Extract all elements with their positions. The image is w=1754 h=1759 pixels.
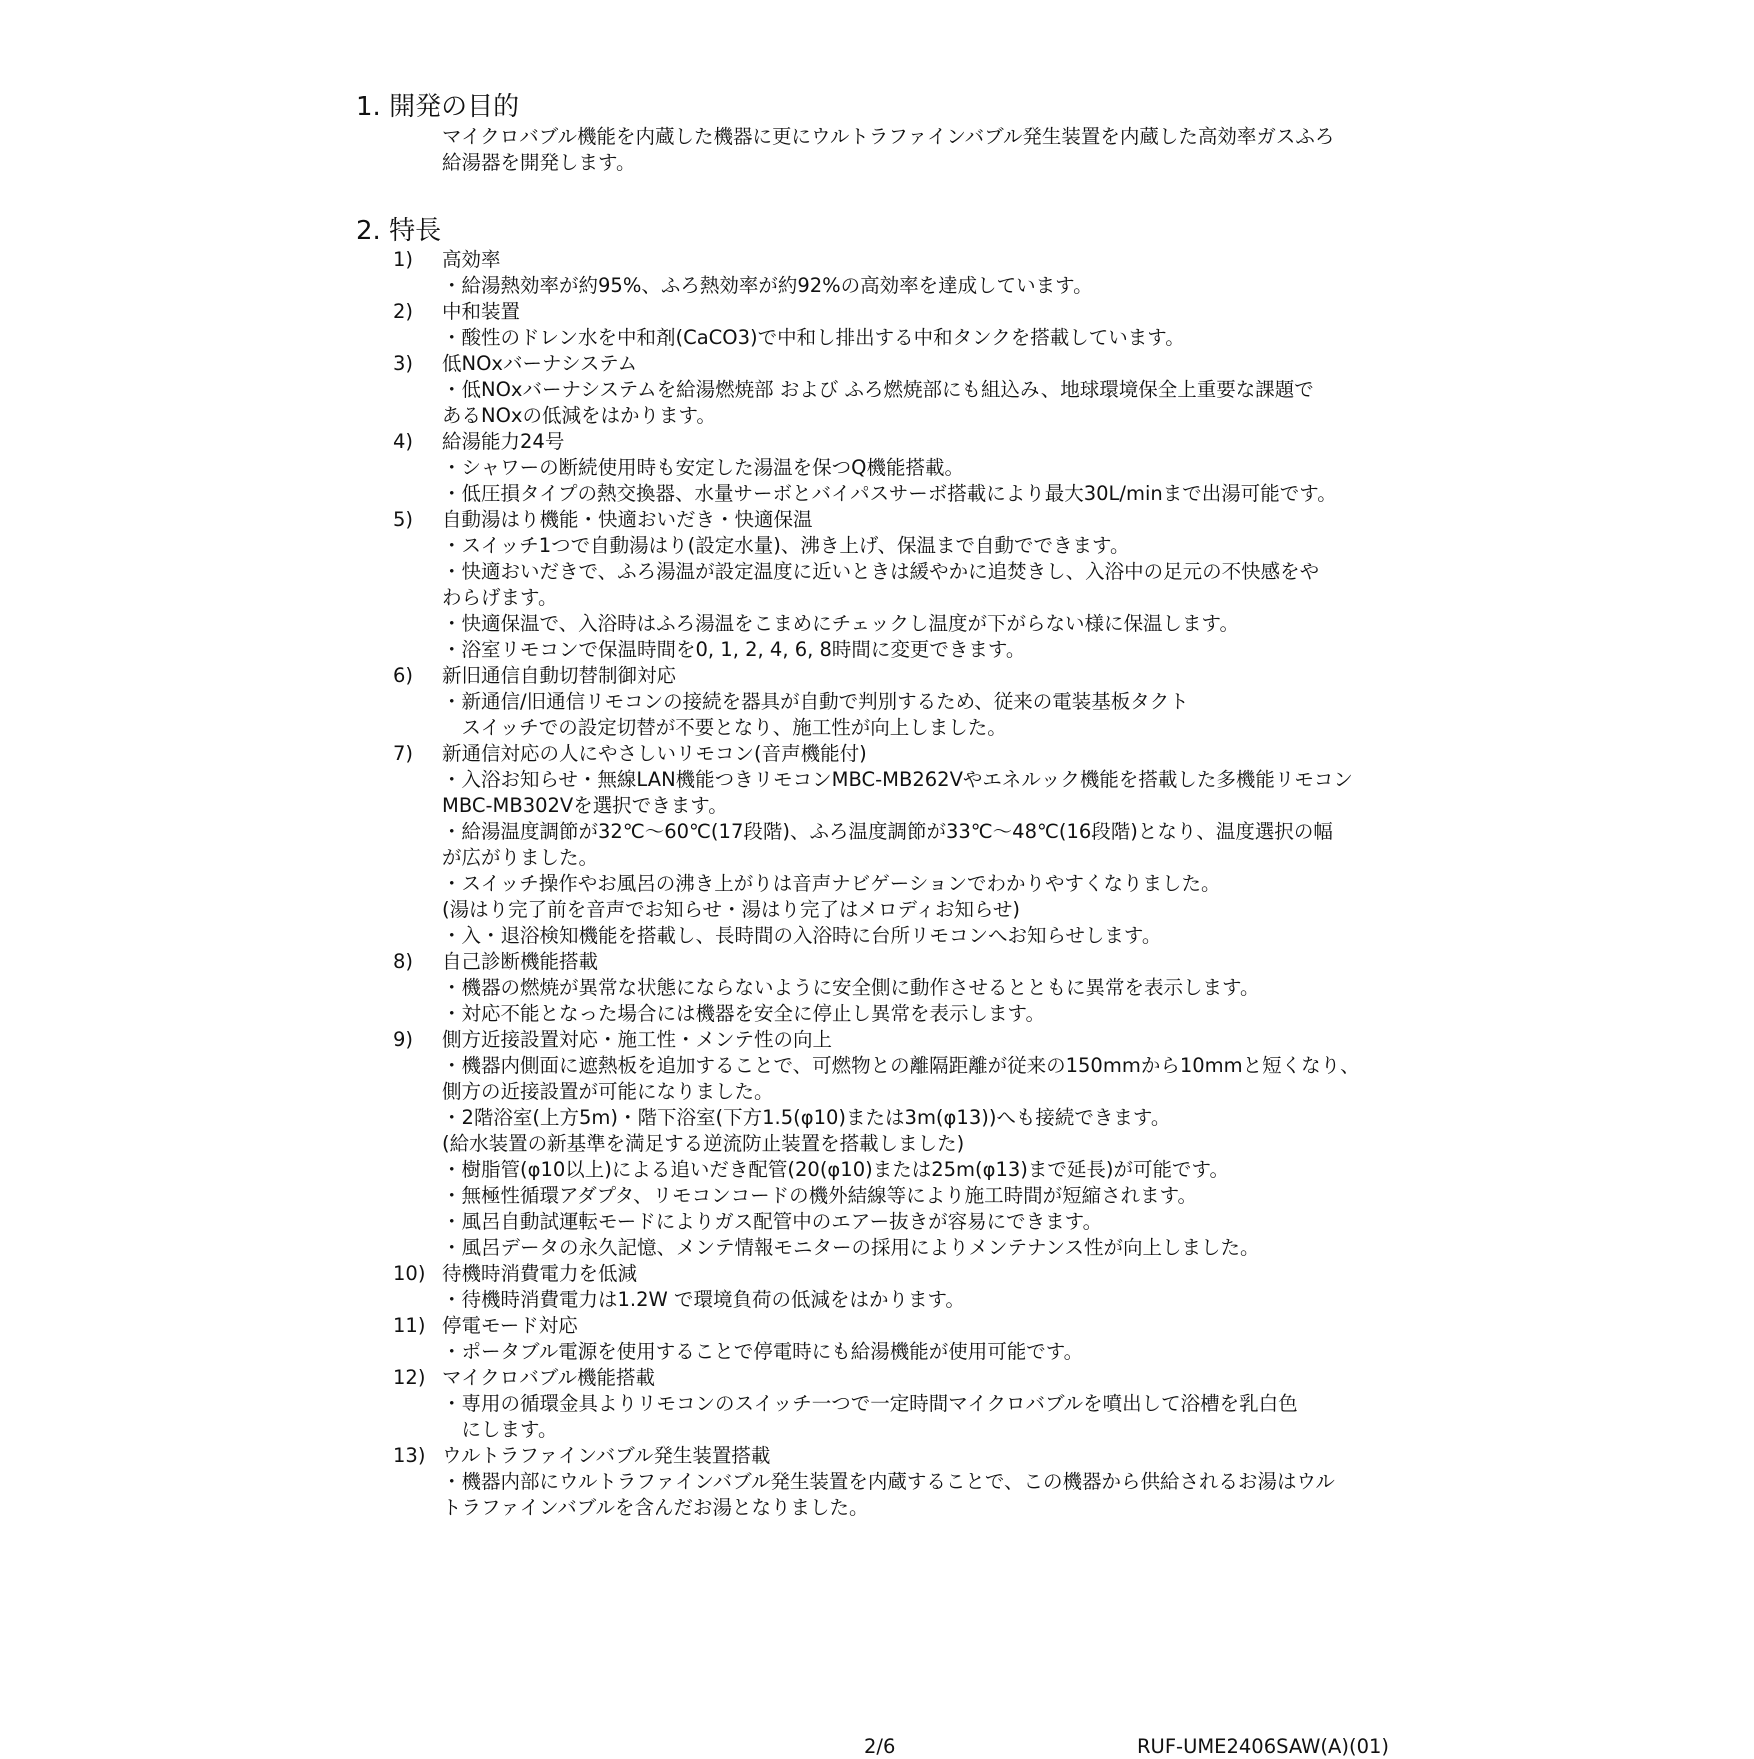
feature-title: 新旧通信自動切替制御対応	[442, 664, 677, 687]
feature-line: ・低NOxバーナシステムを給湯燃焼部 および ふろ燃焼部にも組込み、地球環境保全上重要な課題で	[442, 378, 1314, 401]
feature-line: ・給湯温度調節が32℃～60℃(17段階)、ふろ温度調節が33℃～48℃(16段階)となり、温度選択の幅	[442, 820, 1333, 843]
feature-line: あるNOxの低減をはかります。	[442, 404, 716, 427]
feature-line: ・入・退浴検知機能を搭載し、長時間の入浴時に台所リモコンへお知らせします。	[442, 924, 1162, 947]
feature-12-heading	[393, 1366, 655, 1390]
section-title-features: 2. 特長	[356, 216, 442, 246]
feature-num: 7)	[393, 742, 414, 765]
feature-title: 自動湯はり機能・快適おいだき・快適保温	[442, 508, 813, 531]
feature-title: 側方近接設置対応・施工性・メンテ性の向上	[442, 1028, 833, 1051]
feature-3-heading	[393, 352, 637, 376]
feature-line: ・無極性循環アダプタ、リモコンコードの機外結線等により施工時間が短縮されます。	[442, 1184, 1198, 1207]
feature-num: 12)	[393, 1366, 426, 1389]
feature-title: 自己診断機能搭載	[442, 950, 599, 973]
feature-line: わらげます。	[442, 586, 558, 609]
feature-line: ・新通信/旧通信リモコンの接続を器具が自動で判別するため、従来の電装基板タクト	[442, 690, 1189, 713]
purpose-line-1: マイクロバブル機能を内蔵した機器に更にウルトラファインバブル発生装置を内蔵した高効率ガスふろ	[442, 125, 1335, 148]
model-number: RUF-UME2406SAW(A)(01)	[1137, 1735, 1389, 1758]
feature-title: 新通信対応の人にやさしいリモコン(音声機能付)	[442, 742, 867, 765]
feature-line: MBC-MB302Vを選択できます。	[442, 794, 728, 817]
feature-line: ・給湯熱効率が約95%、ふろ熱効率が約92%の高効率を達成しています。	[442, 274, 1093, 297]
feature-9-heading	[393, 1028, 832, 1052]
feature-line: 側方の近接設置が可能になりました。	[442, 1080, 774, 1103]
section-title-purpose: 1. 開発の目的	[356, 92, 520, 122]
feature-title: 待機時消費電力を低減	[442, 1262, 638, 1285]
feature-7-heading	[393, 742, 867, 766]
feature-line: にします。	[442, 1418, 558, 1441]
feature-num: 5)	[393, 508, 414, 531]
feature-4-heading	[393, 430, 564, 454]
feature-6-heading	[393, 664, 676, 688]
feature-line: ・風呂データの永久記憶、メンテ情報モニターの採用によりメンテナンス性が向上しました。	[442, 1236, 1260, 1259]
feature-line: が広がりました。	[442, 846, 599, 869]
feature-line: スイッチでの設定切替が不要となり、施工性が向上しました。	[442, 716, 1007, 739]
feature-line: (給水装置の新基準を満足する逆流防止装置を搭載しました)	[442, 1132, 965, 1155]
feature-num: 8)	[393, 950, 414, 973]
feature-5-heading	[393, 508, 813, 532]
feature-num: 10)	[393, 1262, 426, 1285]
feature-line: トラファインバブルを含んだお湯となりました。	[442, 1496, 869, 1519]
feature-8-heading	[393, 950, 598, 974]
feature-line: (湯はり完了前を音声でお知らせ・湯はり完了はメロディお知らせ)	[442, 898, 1020, 921]
feature-line: ・機器内部にウルトラファインバブル発生装置を内蔵することで、この機器から供給されるお湯はウル	[442, 1470, 1335, 1493]
feature-num: 1)	[393, 248, 414, 271]
feature-line: ・快適おいだきで、ふろ湯温が設定温度に近いときは緩やかに追焚きし、入浴中の足元の不快感をや	[442, 560, 1320, 583]
feature-2-heading	[393, 300, 520, 324]
feature-num: 11)	[393, 1314, 426, 1337]
feature-11-heading	[393, 1314, 578, 1338]
feature-line: ・専用の循環金具よりリモコンのスイッチ一つで一定時間マイクロバブルを噴出して浴槽を乳白色	[442, 1392, 1298, 1415]
feature-line: ・低圧損タイプの熱交換器、水量サーボとバイパスサーボ搭載により最大30L/minまで出湯可能です。	[442, 482, 1337, 505]
page-number: 2/6	[864, 1735, 896, 1758]
feature-num: 6)	[393, 664, 414, 687]
feature-line: ・入浴お知らせ・無線LAN機能つきリモコンMBC-MB262Vやエネルック機能を搭載した多機能リモコン	[442, 768, 1353, 791]
feature-line: ・機器の燃焼が異常な状態にならないように安全側に動作させるとともに異常を表示します。	[442, 976, 1260, 999]
feature-line: ・快適保温で、入浴時はふろ湯温をこまめにチェックし温度が下がらない様に保温します。	[442, 612, 1239, 635]
feature-line: ・機器内側面に遮熱板を追加することで、可燃物との離隔距離が従来の150mmから10mmと短くなり、	[442, 1054, 1360, 1077]
feature-line: ・2階浴室(上方5m)・階下浴室(下方1.5(φ10)または3m(φ13))へも接続できます。	[442, 1106, 1171, 1129]
feature-1-heading	[393, 248, 501, 272]
feature-title: 停電モード対応	[442, 1314, 578, 1337]
purpose-line-2: 給湯器を開発します。	[442, 151, 636, 174]
feature-title: 高効率	[442, 248, 501, 271]
feature-line: ・樹脂管(φ10以上)による追いだき配管(20(φ10)または25m(φ13)まで延長)が可能です。	[442, 1158, 1229, 1181]
feature-line: ・酸性のドレン水を中和剤(CaCO3)で中和し排出する中和タンクを搭載しています。	[442, 326, 1185, 349]
feature-line: ・風呂自動試運転モードによりガス配管中のエアー抜きが容易にできます。	[442, 1210, 1103, 1233]
feature-num: 9)	[393, 1028, 414, 1051]
feature-line: ・スイッチ操作やお風呂の沸き上がりは音声ナビゲーションでわかりやすくなりました。	[442, 872, 1221, 895]
feature-num: 3)	[393, 352, 414, 375]
feature-line: ・スイッチ1つで自動湯はり(設定水量)、沸き上げ、保温まで自動でできます。	[442, 534, 1130, 557]
feature-line: ・ポータブル電源を使用することで停電時にも給湯機能が使用可能です。	[442, 1340, 1084, 1363]
feature-line: ・シャワーの断続使用時も安定した湯温を保つQ機能搭載。	[442, 456, 964, 479]
feature-title: 低NOxバーナシステム	[442, 352, 638, 375]
feature-13-heading	[393, 1444, 770, 1468]
feature-title: ウルトラファインバブル発生装置搭載	[442, 1444, 771, 1467]
feature-line: ・浴室リモコンで保温時間を0, 1, 2, 4, 6, 8時間に変更できます。	[442, 638, 1026, 661]
feature-line: ・対応不能となった場合には機器を安全に停止し異常を表示します。	[442, 1002, 1045, 1025]
feature-num: 2)	[393, 300, 414, 323]
feature-num: 13)	[393, 1444, 426, 1467]
feature-10-heading	[393, 1262, 637, 1286]
feature-num: 4)	[393, 430, 414, 453]
feature-title: 中和装置	[442, 300, 521, 323]
feature-title: マイクロバブル機能搭載	[442, 1366, 655, 1389]
feature-line: ・待機時消費電力は1.2W で環境負荷の低減をはかります。	[442, 1288, 965, 1311]
feature-title: 給湯能力24号	[442, 430, 565, 453]
